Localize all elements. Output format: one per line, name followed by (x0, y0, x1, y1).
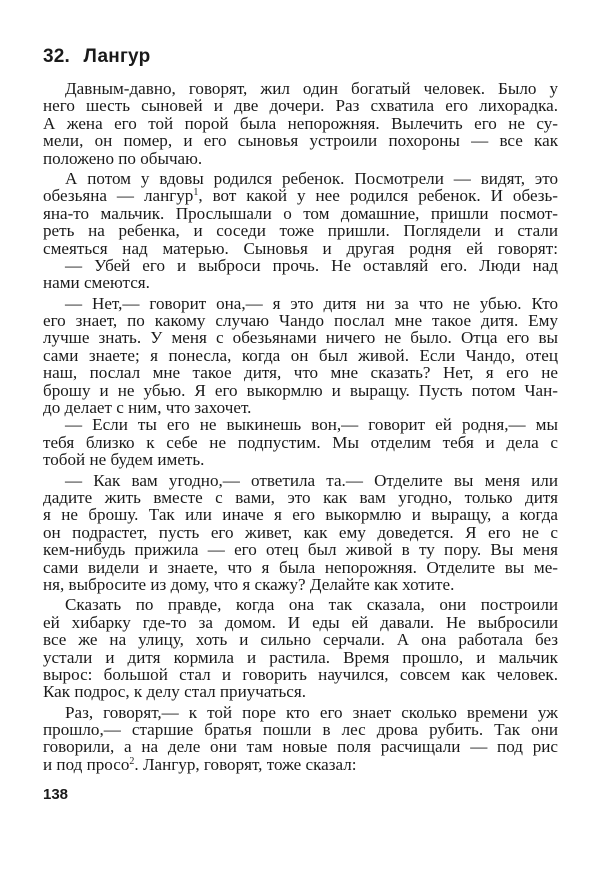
text-line: тебя близко к себе не подпустим. Мы отделим тебя и дела с (43, 432, 558, 452)
text-line: — Как вам угодно,— ответила та.— Отделите вы меня или (65, 470, 558, 490)
text-line: Сказать по правде, когда она так сказала, они построили (65, 595, 558, 615)
text-line: А жена его той порой была непорожняя. Вылечить его не су- (43, 113, 558, 133)
text-line: наш, послал мне такое дитя, что мне сказать? Нет, я его не (43, 363, 558, 383)
text-line: Раз, говорят,— к той поре кто его знает сколько времени уж (65, 702, 558, 722)
text-line: кем-нибудь прижила — его отец был живой в ту пору. Вы меня (43, 540, 558, 560)
story-body (43, 80, 558, 773)
text-line: дадите жить вместе с вами, это как вам угодно, только дитя (43, 487, 558, 507)
text-line: положено по обычаю. (43, 148, 203, 168)
text-line: брошу и не убью. Я его выкормлю и выращу. Пусть потом Чан- (43, 380, 558, 400)
text-line: я не брошу. Так или иначе я его выкормлю и выращу, а когда (43, 505, 558, 525)
text-line: — Если ты его не выкинешь вон,— говорит ей родня,— мы (65, 415, 558, 435)
text-line: все же на улицу, хоть и сильно серчали. А она работала без (43, 630, 558, 650)
text-line: его знает, по какому случаю Чандо послал мне такое дитя. Ему (43, 311, 558, 331)
text-line: — Нет,— говорит она,— я это дитя ни за что не убью. Кто (65, 293, 558, 313)
text-line (43, 187, 558, 204)
text-line: А потом у вдовы родился ребенок. Посмотрели — видят, это (65, 168, 558, 188)
text-line: него шесть сыновей и две дочери. Раз схватила его лихорадка. (43, 96, 558, 116)
text-fragment: . Лангур, говорят, тоже сказал: (134, 754, 357, 774)
text-line: прошло,— старшие братья пошли в лес дрова рубить. Так они (43, 720, 558, 740)
text-line: сами знаете; я понесла, когда он был живой. Если Чандо, отец (43, 345, 558, 365)
text-line: лучше знать. У меня с обезьянами ничего не было. Отца его вы (43, 328, 558, 348)
text-line: — Убей его и выброси прочь. Не оставляй его. Люди над (65, 255, 558, 275)
text-fragment: , вот какой у нее родился ребенок. И обезь- (198, 186, 558, 206)
text-fragment: и под просо (43, 754, 130, 774)
text-line (43, 756, 558, 773)
text-line: сами видели и знаете, что я была непорожняя. Отделите вы ме- (43, 557, 558, 577)
text-line: до делает с ним, что захочет. (43, 398, 252, 418)
text-line: устали и дитя кормила и растила. Время прошло, и мальчик (43, 647, 558, 667)
text-line: реть на ребенка, и соседи тоже пришли. Поглядели и стали (43, 221, 558, 241)
text-line: ня, выбросите из дому, что я скажу? Делайте как хотите. (43, 574, 455, 594)
text-line: смеяться над матерью. Сыновья и другая родня ей говорят: (43, 238, 558, 258)
text-line: нами смеются. (43, 273, 150, 293)
text-line: мели, он помер, и его сыновья устроили похороны — все как (43, 131, 558, 151)
footnote-mark: 1 (193, 187, 199, 199)
page-number: 138 (43, 786, 69, 803)
story-heading (43, 46, 150, 68)
text-line: ей хибарку где-то за домом. И еды ей давали. Не выбросили (43, 612, 558, 632)
text-line: говорили, а на деле они там новые поля расчищали — под рис (43, 737, 558, 757)
text-line: Как подрос, к делу стал приучаться. (43, 682, 307, 702)
text-line: вырос: большой стал и говорить научился, совсем как человек. (43, 664, 558, 684)
text-line: яна-то мальчик. Прослышали о том домашние, пришли посмот- (43, 203, 558, 223)
text-line: тобой не будем иметь. (43, 450, 205, 470)
text-line: он подрастет, пусть его живет, как ему доведется. Я его не с (43, 522, 558, 542)
text-fragment: обезьяна — лангур (43, 186, 194, 206)
story-title: Лангур (83, 46, 151, 67)
text-line: Давным-давно, говорят, жил один богатый человек. Было у (65, 79, 558, 98)
story-number: 32. (43, 46, 71, 67)
footnote-mark: 2 (129, 755, 135, 767)
